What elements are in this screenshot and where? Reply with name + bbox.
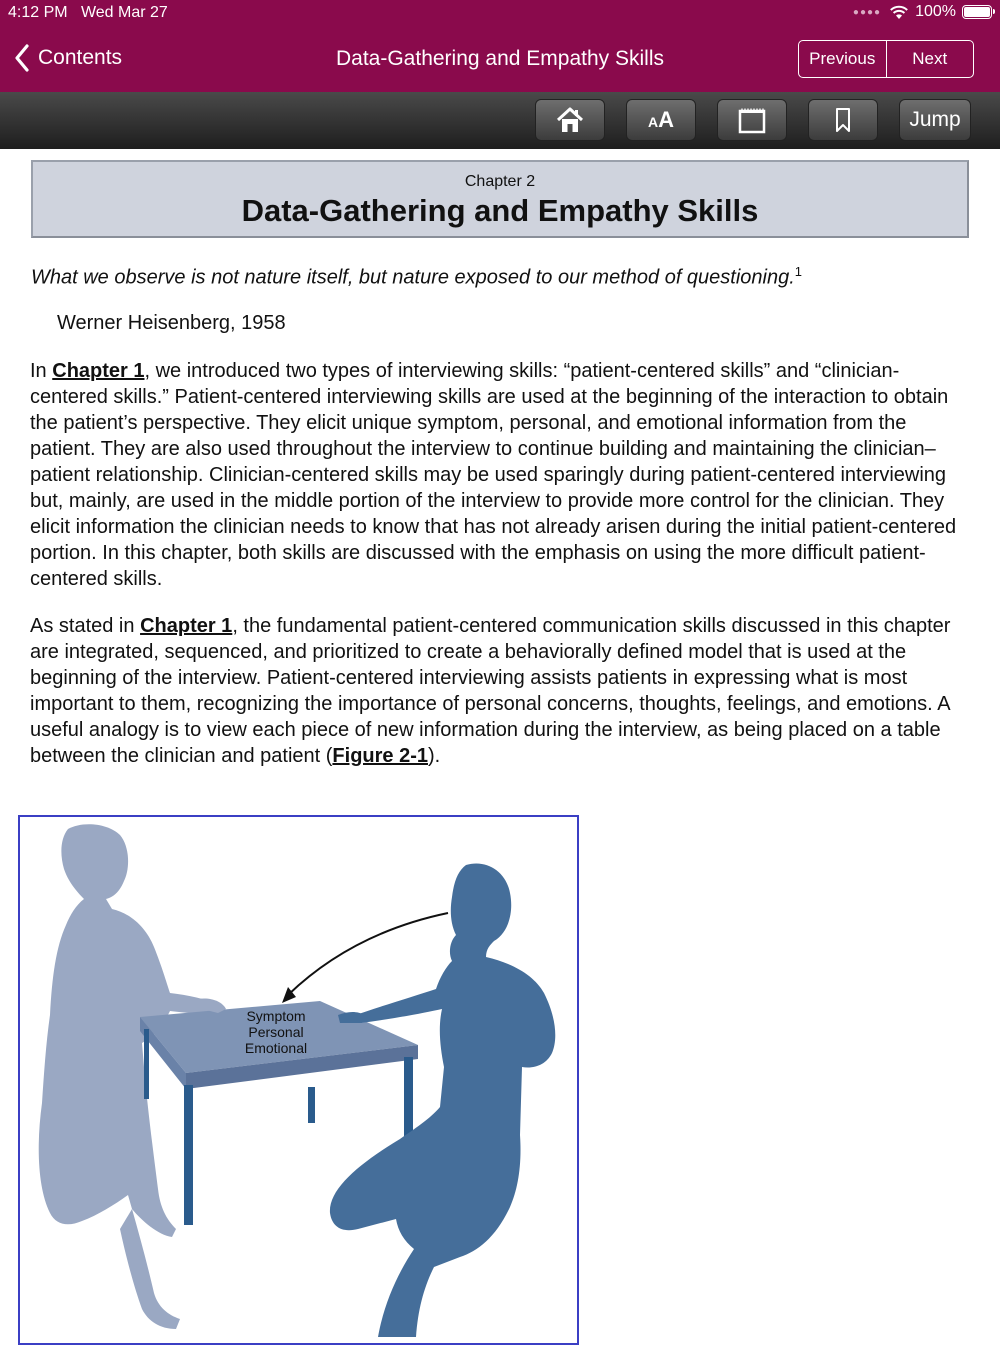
chapter-1-link-2[interactable]: Chapter 1 bbox=[140, 615, 233, 637]
paragraph-1 bbox=[30, 358, 975, 592]
chapter-label: Chapter 2 bbox=[464, 173, 536, 190]
home-icon bbox=[555, 105, 585, 135]
footnote-marker[interactable]: 1 bbox=[794, 264, 803, 279]
nav-title: Data-Gathering and Empathy Skills bbox=[336, 47, 664, 70]
paragraph-2 bbox=[30, 613, 975, 769]
p2-text-end: ). bbox=[428, 745, 441, 767]
font-size-button[interactable] bbox=[626, 99, 696, 141]
top-bar bbox=[0, 0, 1000, 92]
table-label-emotional: Emotional bbox=[244, 1040, 308, 1056]
information-arrow bbox=[288, 913, 448, 995]
status-date: Wed Mar 27 bbox=[80, 4, 168, 21]
p2-text-mid: , the fundamental patient-centered communication skills discussed in this chapter are integrated, sequenced, and prioritized to create a behaviorally defined model that is used at the beginning of the interview. Patient-centered interviewing assists patients in expressing what is most important to them, recognizing the importance of personal concerns, thoughts, feelings, and emotions. A useful analogy is to view each piece of new information during the interview, as being placed on a table between the clinician and patient ( bbox=[30, 615, 951, 767]
previous-button[interactable]: Previous bbox=[809, 49, 876, 68]
status-indicators bbox=[853, 3, 992, 21]
contents-back-button[interactable] bbox=[14, 44, 122, 72]
p2-text-start: As stated in bbox=[30, 615, 141, 637]
p1-text-start: In bbox=[30, 360, 53, 382]
figure-2-1-link[interactable]: Figure 2-1 bbox=[332, 745, 428, 767]
reader-toolbar bbox=[0, 92, 1000, 149]
notes-button[interactable] bbox=[717, 99, 787, 141]
p1-text-rest: , we introduced two types of interviewing skills: “patient-centered skills” and “clinician-centered skills.” Patient-centered interviewing skills are used at the beginning of the interaction to obtain the patient’s perspective. They elicit unique symptom, personal, and emotional information from the patient. They are also used throughout the interview to continue building and maintaining the clinician–patient relationship. Clinician-centered skills may be used sparingly during patient-centered interviewing but, mainly, are used in the middle portion of the interview to provide more control for the clinician. They elicit information the clinician needs to know that has not already arisen during the initial patient-centered portion. In this chapter, both skills are discussed with the emphasis on using the more difficult patient-centered skills. bbox=[30, 360, 957, 590]
status-clock: 4:12 PM bbox=[8, 4, 68, 21]
chevron-left-icon bbox=[14, 44, 30, 72]
patient-silhouette bbox=[330, 863, 555, 1337]
notebook-icon bbox=[737, 106, 767, 134]
font-size-icon: AA bbox=[647, 107, 674, 132]
figure-2-1[interactable] bbox=[18, 815, 579, 1345]
chapter-title: Data-Gathering and Empathy Skills bbox=[241, 193, 759, 228]
figure-illustration bbox=[20, 817, 577, 1343]
home-button[interactable] bbox=[535, 99, 605, 141]
cellular-dots-icon: ●●●● bbox=[852, 6, 882, 18]
chapter-1-link[interactable]: Chapter 1 bbox=[52, 360, 145, 382]
epigraph-text: What we observe is not nature itself, but nature exposed to our method of questioning. bbox=[31, 266, 795, 289]
battery-percent: 100% bbox=[915, 3, 956, 20]
table-label-personal: Personal bbox=[248, 1024, 304, 1040]
next-button[interactable]: Next bbox=[886, 41, 974, 77]
wifi-icon bbox=[889, 5, 909, 20]
jump-button[interactable]: Jump bbox=[899, 99, 971, 141]
bookmark-button[interactable] bbox=[808, 99, 878, 141]
table-label-symptom: Symptom bbox=[246, 1008, 306, 1024]
prev-next-segmented-control bbox=[798, 40, 974, 78]
epigraph-quote bbox=[31, 264, 802, 290]
bookmark-icon bbox=[833, 106, 853, 134]
status-time bbox=[8, 4, 168, 22]
epigraph-attribution: Werner Heisenberg, 1958 bbox=[57, 312, 286, 334]
battery-icon bbox=[962, 5, 992, 19]
contents-back-label: Contents bbox=[38, 46, 123, 69]
chapter-header bbox=[31, 160, 969, 238]
